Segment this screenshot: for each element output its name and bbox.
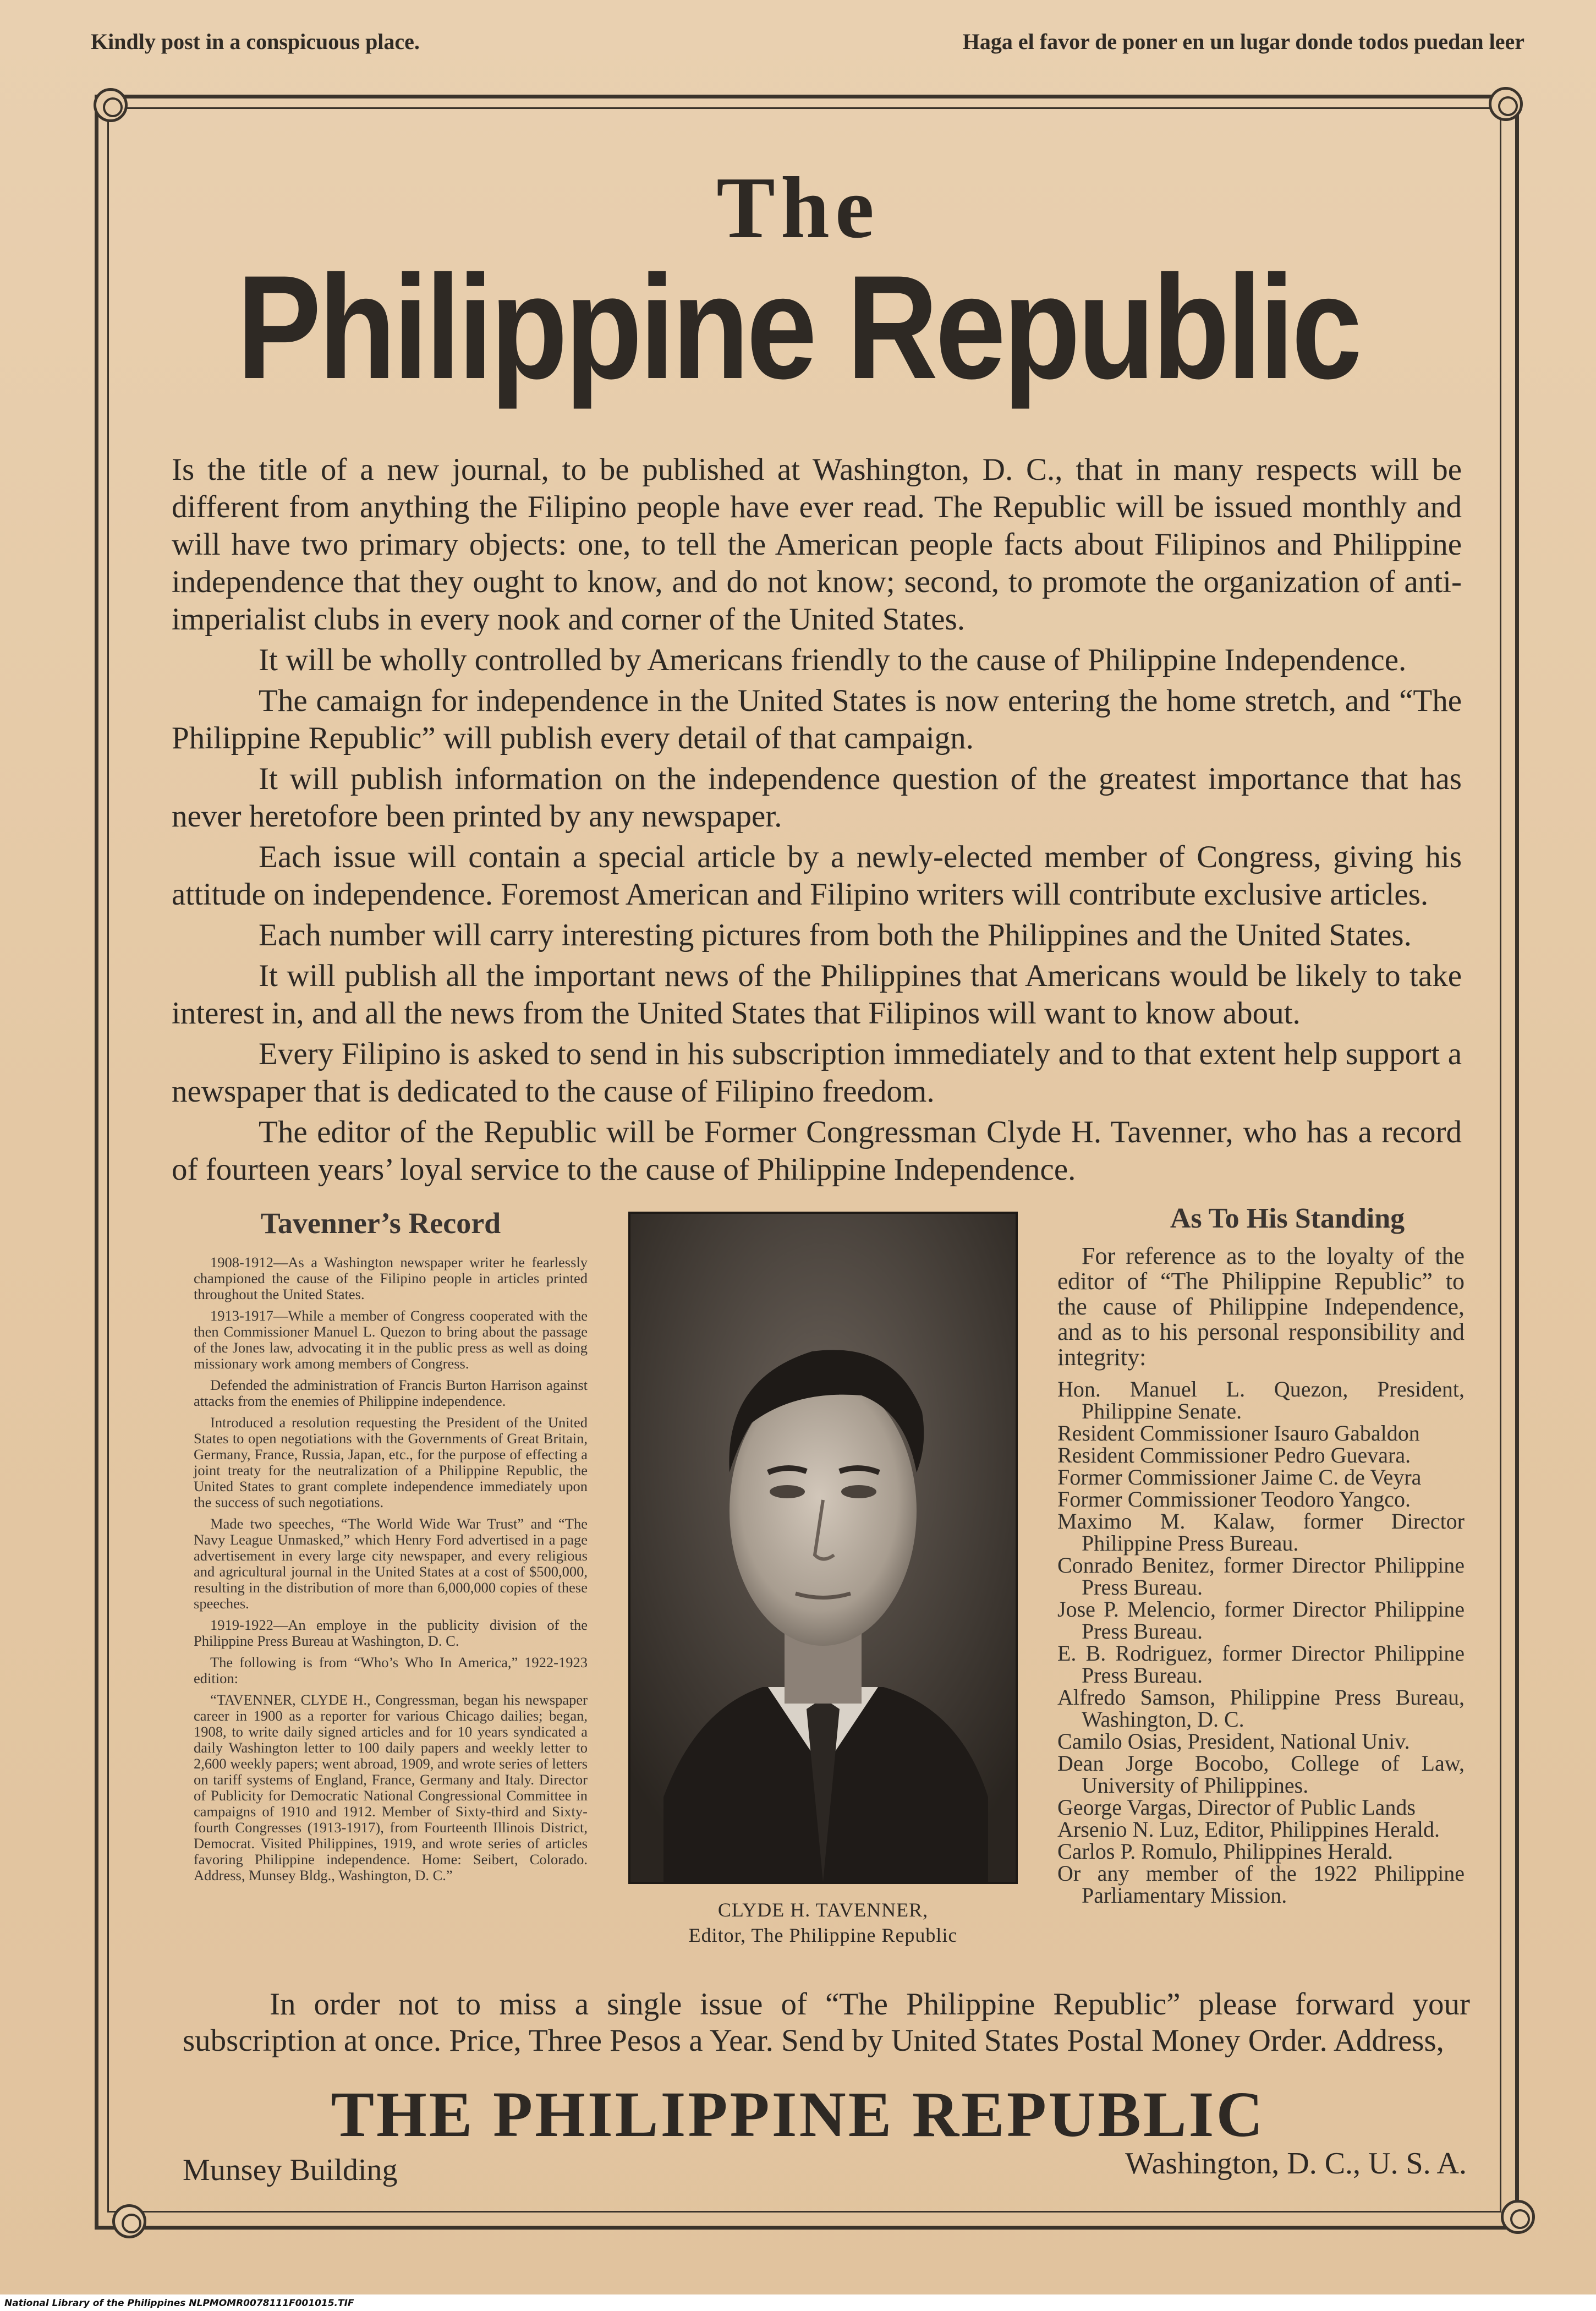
- post-notice-spanish: Haga el favor de poner en un lugar donde todos puedan leer: [962, 29, 1524, 54]
- portrait-caption-role: Editor, The Philippine Republic: [688, 1924, 958, 1946]
- corner-ornament-icon: [1489, 87, 1523, 121]
- standing-heading: As To His Standing: [1170, 1203, 1405, 1234]
- reference-item: George Vargas, Director of Public Lands: [1057, 1795, 1416, 1820]
- intro-paragraph: The editor of the Republic will be Former Congressman Clyde H. Tavenner, who has a record of fourteen years’ loyal service to the cause of Philippine Independence.: [172, 1115, 1462, 1187]
- record-heading: Tavenner’s Record: [260, 1207, 501, 1240]
- editor-portrait: [628, 1212, 1018, 1884]
- record-paragraph: The following is from “Who’s Who In America,” 1922-1923 edition:: [194, 1654, 588, 1686]
- reference-item: Resident Commissioner Isauro Gabaldon: [1057, 1421, 1420, 1445]
- intro-text: [172, 451, 1462, 1192]
- reference-item: E. B. Rodriguez, former Director Philippine Press Bureau.: [1057, 1641, 1465, 1688]
- corner-ornament-icon: [112, 2204, 146, 2238]
- record-paragraph: 1913-1917—While a member of Congress cooperated with the then Commissioner Manuel L. Quezon to bring about the passage of the Jones law, advocating it in the public press as well as doing missionary work among members of Congress.: [194, 1307, 588, 1372]
- record-paragraph: Introduced a resolution requesting the President of the United States to open negotiations with the Governments of Great Britain, Germany, France, Russia, Japan, etc., for the purpose of effecting a joint treaty for the neutralization of a Philippine Republic, the United States to grant complete independence immediately upon the success of such negotiations.: [194, 1414, 588, 1510]
- intro-paragraph: Is the title of a new journal, to be published at Washington, D. C., that in many respects will be different from anything the Filipino people have ever read. The Republic will be issued monthly and will have two primary objects: one, to tell the American people facts about Filipinos and Philippine independence that they ought to know, and do not know; second, to promote the organization of anti-imperialist clubs in every nook and corner of the United States.: [172, 452, 1462, 637]
- intro-paragraph: Each issue will contain a special article by a newly-elected member of Congress, giving his attitude on independence. Foremost American and Filipino writers will contribute exclusive articles.: [172, 840, 1462, 912]
- address-city: Washington, D. C., U. S. A.: [1125, 2146, 1467, 2181]
- corner-ornament-icon: [1501, 2200, 1535, 2234]
- corner-ornament-icon: [94, 88, 128, 122]
- record-paragraph: Made two speeches, “The World Wide War Trust” and “The Navy League Unmasked,” which Henry Ford advertised in a page advertisement in every large city newspaper, and every religious and agricultural journal in the United States at a cost of $500,000, resulting in the distribution of more than 6,000,000 copies of these speeches.: [194, 1515, 588, 1612]
- record-paragraph: 1919-1922—An employe in the publicity division of the Philippine Press Bureau at Washington, D. C.: [194, 1617, 588, 1649]
- address-building: Munsey Building: [183, 2153, 398, 2187]
- reference-item: Arsenio N. Luz, Editor, Philippines Herald.: [1057, 1817, 1440, 1842]
- post-notice-english: Kindly post in a conspicuous place.: [91, 29, 420, 54]
- reference-item: Dean Jorge Bocobo, College of Law, University of Philippines.: [1057, 1751, 1465, 1798]
- reference-item: Camilo Osias, President, National Univ.: [1057, 1729, 1410, 1754]
- standing-intro: For reference as to the loyalty of the editor of “The Philippine Republic” to the cause of Philippine Independence, and as to his personal responsibility and integrity:: [1057, 1242, 1465, 1371]
- reference-item: Alfredo Samson, Philippine Press Bureau, Washington, D. C.: [1057, 1685, 1465, 1732]
- masthead-title: Philippine Republic: [237, 244, 1359, 409]
- intro-paragraph: The camaign for independence in the United States is now entering the home stretch, and “The Philippine Republic” will publish every detail of that campaign.: [172, 683, 1462, 755]
- intro-paragraph: It will publish all the important news of the Philippines that Americans would be likely to take interest in, and all the news from the United States that Filipinos will want to know about.: [172, 959, 1462, 1031]
- record-column: [194, 1255, 588, 1889]
- reference-item: Conrado Benitez, former Director Philippine Press Bureau.: [1057, 1553, 1465, 1600]
- reference-item: Former Commissioner Teodoro Yangco.: [1057, 1487, 1411, 1512]
- reference-item: Maximo M. Kalaw, former Director Philippine Press Bureau.: [1057, 1509, 1465, 1556]
- publisher-name: THE PHILIPPINE REPUBLIC: [331, 2078, 1265, 2150]
- title-article: The: [716, 158, 880, 256]
- record-paragraph: 1908-1912—As a Washington newspaper writer he fearlessly championed the cause of the Filipino people in articles printed throughout the United States.: [194, 1254, 588, 1302]
- intro-paragraph: It will publish information on the independence question of the greatest importance that has never heretofore been printed by any newspaper.: [172, 762, 1462, 834]
- reference-item: Former Commissioner Jaime C. de Veyra: [1057, 1465, 1422, 1489]
- reference-item: Hon. Manuel L. Quezon, President, Philippine Senate.: [1057, 1377, 1465, 1423]
- reference-item: Carlos P. Romulo, Philippines Herald.: [1057, 1839, 1393, 1864]
- reference-item: Or any member of the 1922 Philippine Parliamentary Mission.: [1057, 1861, 1465, 1908]
- reference-item: Resident Commissioner Pedro Guevara.: [1057, 1443, 1411, 1467]
- intro-paragraph: Every Filipino is asked to send in his subscription immediately and to that extent help support a newspaper that is dedicated to the cause of Filipino freedom.: [172, 1037, 1462, 1109]
- intro-paragraph: It will be wholly controlled by Americans friendly to the cause of Philippine Independence.: [259, 643, 1407, 677]
- record-paragraph: “TAVENNER, CLYDE H., Congressman, began his newspaper career in 1900 as a reporter for various Chicago dailies; began, 1908, to write daily signed articles and for 10 years syndicated a daily Washington letter to 100 daily papers and weekly letter to 2,600 weekly papers; went abroad, 1909, and wrote series of letters on tariff systems of England, France, Germany and Italy. Director of Publicity for Democratic National Congressional Committee in campaigns of 1910 and 1912. Member of Sixty-third and Sixty-fourth Congresses (1913-1917), from Fourteenth Illinois District, Democrat. Visited Philippines, 1919, and wrote series of articles favoring Philippine independence. Home: Seibert, Colorado. Address, Munsey Bldg., Washington, D. C.”: [194, 1691, 588, 1883]
- archive-credit: National Library of the Philippines NLPMOMR0078111F001015.TIF: [4, 2298, 354, 2309]
- record-paragraph: Defended the administration of Francis Burton Harrison against attacks from the enemies of Philippine independence.: [194, 1377, 588, 1409]
- reference-item: Jose P. Melencio, former Director Philippine Press Bureau.: [1057, 1597, 1465, 1644]
- subscription-notice: In order not to miss a single issue of “The Philippine Republic” please forward your subscription at once. Price, Three Pesos a Year. Send by United States Postal Money Order. Address,: [183, 1987, 1470, 2058]
- portrait-caption-name: CLYDE H. TAVENNER,: [717, 1899, 929, 1921]
- reference-list: [1057, 1378, 1465, 1907]
- intro-paragraph: Each number will carry interesting pictures from both the Philippines and the United States.: [259, 918, 1412, 952]
